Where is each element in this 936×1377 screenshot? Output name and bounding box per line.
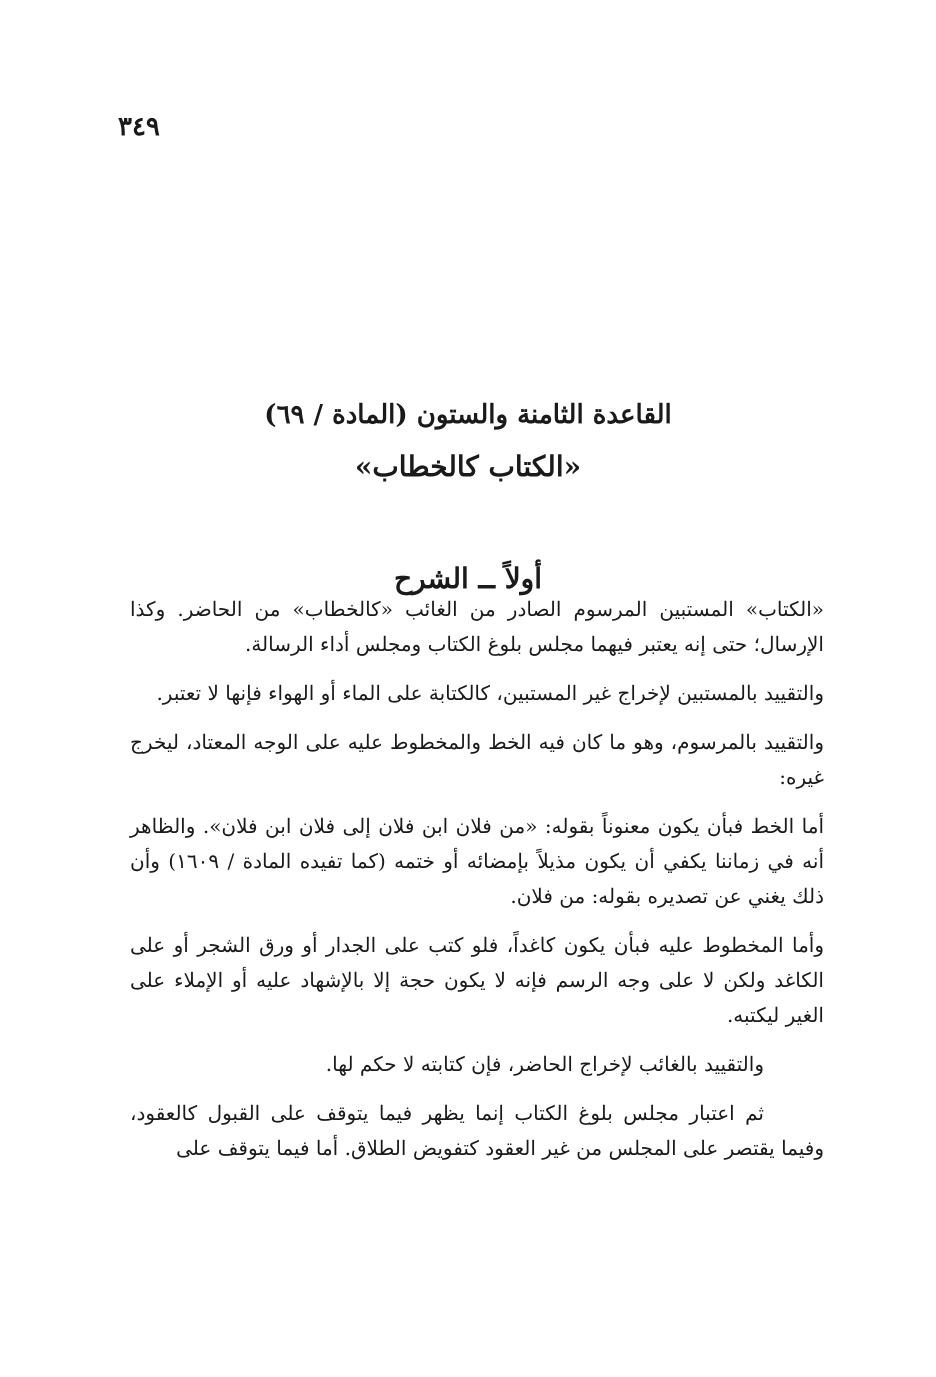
paragraph-3: والتقييد بالمرسوم، وهو ما كان فيه الخط والمخطوط عليه على الوجه المعتاد، ليخرج غيره:: [130, 730, 824, 789]
paragraph-2: والتقييد بالمستبين لإخراج غير المستبين، كالكتابة على الماء أو الهواء فإنها لا تعتبر.: [156, 681, 824, 705]
paragraph-1: «الكتاب» المستبين المرسوم الصادر من الغائب «كالخطاب» من الحاضر. وكذا الإرسال؛ حتى إنه يعتبر فيهما مجلس بلوغ الكتاب ومجلس أداء الرسالة.: [130, 597, 824, 656]
paragraph-7: ثم اعتبار مجلس بلوغ الكتاب إنما يظهر فيما يتوقف على القبول كالعقود، وفيما يقتصر على المجلس من غير العقود كتفويض الطلاق. أما فيما يتوقف على: [130, 1101, 824, 1160]
body-text: [130, 592, 824, 1180]
rule-title: القاعدة الثامنة والستون (المادة / ٦٩): [264, 400, 672, 430]
page-number: ٣٤٩: [118, 112, 160, 142]
paragraph-5: وأما المخطوط عليه فبأن يكون كاغداً، فلو كتب على الجدار أو ورق الشجر أو على الكاغد ولكن لا على وجه الرسم فإنه لا يكون حجة إلا بالإشهاد عليه أو الإملاء على الغير ليكتبه.: [130, 933, 824, 1027]
rule-subtitle: «الكتاب كالخطاب»: [354, 450, 582, 483]
paragraph-4: أما الخط فبأن يكون معنوناً بقوله: «من فلان ابن فلان إلى فلان ابن فلان». والظاهر أنه في زماننا يكفي أن يكون مذيلاً بإمضائه أو ختمه (كما تفيده المادة / ١٦٠٩) وأن ذلك يغني عن تصديره بقوله: من فلان.: [130, 814, 825, 908]
title-block: [130, 392, 806, 490]
section-heading: أولاً ــ الشرح: [394, 562, 542, 595]
paragraph-6: والتقييد بالغائب لإخراج الحاضر، فإن كتابته لا حكم لها.: [325, 1052, 764, 1076]
